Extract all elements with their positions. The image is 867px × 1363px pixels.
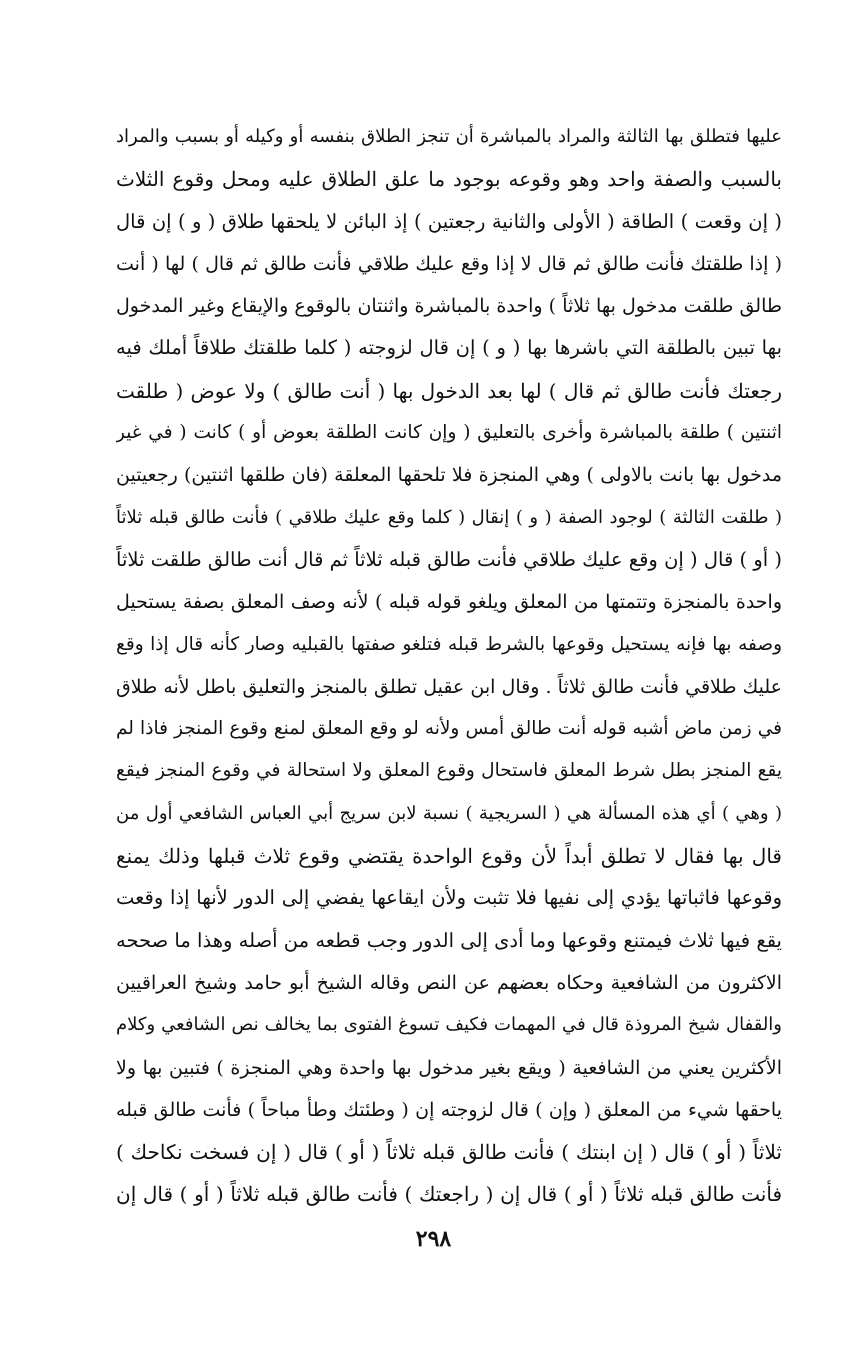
text-line-13: وصفه بها فإنه يستحيل وقوعها بالشرط قبله فتلغو صفتها بالقبليه وصار كأنه قال إذا وقع [116,633,782,655]
text-line-23: الأكثرين يعني من الشافعية ( ويقع بغير مدخول بها واحدة وهي المنجزة ) فتبين بها ولا [116,1056,782,1079]
text-line-12: واحدة بالمنجزة وتتمتها من المعلق ويلغو قوله قبله ) لأنه وصف المعلق بصفة يستحيل [116,591,782,614]
text-line-15: في زمن ماض أشبه قوله أنت طالق أمس ولأنه لو وقع المعلق لمنع وقوع المنجز فاذا لم [116,718,782,740]
text-line-18: قال بها فقال لا تطلق أبداً لأن وقوع الواحدة يقتضي وقوع ثلاث قبلها وذلك يمنع [116,844,782,869]
text-line-21: الاكثرون من الشافعية وحكاه بعضهم عن النص وقاله الشيخ أبو حامد وشيخ العراقيين [116,971,782,994]
text-line-10: ( طلقت الثالثة ) لوجود الصفة ( و ) إنقال ( كلما وقع عليك طلاقي ) فأنت طالق قبله ثلاثاً [116,506,782,528]
text-line-24: ياحقها شيء من المعلق ( وإن ) قال لزوجته إن ( وطئتك وطأ مباحاً ) فأنت طالق قبله [116,1098,782,1121]
text-line-22: والقفال شيخ المروذة قال في المهمات فكيف تسوغ الفتوى بما يخالف نص الشافعي وكلام [116,1014,782,1036]
text-line-7: رجعتك فأنت طالق ثم قال ) لها بعد الدخول بها ( أنت طالق ) ولا عوض ( طلقت [116,378,782,403]
text-line-26: فأنت طالق قبله ثلاثاً ( أو ) قال إن ( راجعتك ) فأنت طالق قبله ثلاثاً ( أو ) قال إن [116,1182,782,1207]
text-line-9: مدخول بها بانت بالاولى ) وهي المنجزة فلا تلحقها المعلقة (فان طلقها اثنتين) رجعيتين [116,464,782,487]
text-line-6: بها تبين بالطلقة التي باشرها بها ( و ) إن قال لزوجته ( كلما طلقتك طلاقاً أملك فيه [116,336,782,360]
text-line-25: ثلاثاً ( أو ) قال ( إن ابنتك ) فأنت طالق قبله ثلاثاً ( أو ) قال ( إن فسخت نكاحك ) [116,1140,782,1165]
text-line-1: عليها فتطلق بها الثالثة والمراد بالمباشرة أن تنجز الطلاق بنفسه أو وكيله أو بسبب والمراد [116,126,782,147]
body-text [116,116,782,1216]
text-line-3: ( إن وقعت ) الطاقة ( الأولى والثانية رجعتين ) إذ البائن لا يلحقها طلاق ( و ) إن قال [116,209,782,233]
text-line-16: يقع المنجز بطل شرط المعلق فاستحال وقوع المعلق ولا استحالة في وقوع المنجز فيقع [116,760,782,782]
text-line-17: ( وهي ) أي هذه المسألة هي ( السريجية ) نسبة لابن سريج أبي العباس الشافعي أول من [116,802,782,824]
text-line-11: ( أو ) قال ( إن وقع عليك طلاقي فأنت طالق قبله ثلاثاً ثم قال أنت طالق طلقت ثلاثاً [116,547,782,571]
text-line-8: اثنتين ) طلقة بالمباشرة وأخرى بالتعليق ( وإن كانت الطلقة بعوض أو ) كانت ( في غير [116,422,782,444]
text-line-14: عليك طلاقي فأنت طالق ثلاثاً . وقال ابن عقيل تطلق بالمنجز والتعليق باطل لأنه طلاق [116,675,782,698]
text-line-4: ( إذا طلقتك فأنت طالق ثم قال لا إذا وقع عليك طلاقي فأنت طالق ثم قال ) لها ( أنت [116,252,782,275]
text-line-20: يقع فيها ثلاث فيمتنع وقوعها وما أدى إلى الدور وجب قطعه من أصله وهذا ما صححه [116,928,782,952]
text-line-19: وقوعها فاثباتها يؤدي إلى نفيها فلا تثبت ولأن ايقاعها يفضي إلى الدور لأنها إذا وقعت [116,886,782,910]
text-line-2: بالسبب والصفة واحد وهو وقوعه بوجود ما علق الطلاق عليه ومحل وقوع الثلاث [116,167,782,192]
page-number: ٢٩٨ [415,1226,452,1252]
text-line-5: طالق طلقت مدخول بها ثلاثاً ) واحدة بالمباشرة واثنتان بالوقوع والإيقاع وغير المدخول [116,295,782,318]
